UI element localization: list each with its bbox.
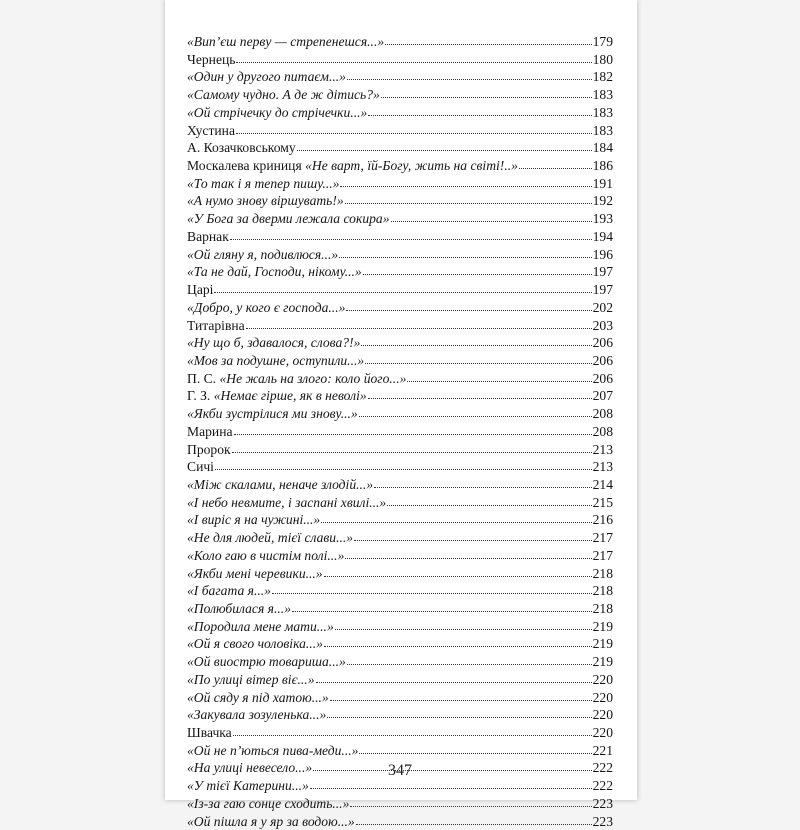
toc-entry-title: «І багата я...»	[187, 583, 271, 599]
dot-leader	[356, 823, 592, 825]
dot-leader	[345, 557, 591, 559]
toc-entry-title: «Ой стрічечку до стрічечки...»	[187, 104, 368, 120]
dot-leader	[350, 805, 591, 807]
toc-entry-page: 213	[592, 441, 613, 457]
toc-entry-title: «Якби мені черевики...»	[187, 565, 323, 581]
toc-entry	[187, 813, 613, 830]
toc-entry-page: 220	[592, 725, 613, 741]
dot-leader	[354, 539, 592, 541]
dot-leader	[324, 645, 592, 647]
toc-entry	[187, 724, 613, 742]
toc-entry	[187, 458, 613, 476]
dot-leader	[374, 486, 591, 488]
toc-entry-title: «Ой я свого чоловіка...»	[187, 636, 323, 652]
toc-entry-page: 220	[592, 707, 613, 723]
toc-entry-title: «Не для людей, тієї слави...»	[187, 530, 354, 546]
toc-entry	[187, 122, 613, 140]
toc-entry-page: 206	[592, 335, 613, 351]
toc-entry-title: Сичі	[187, 459, 214, 475]
toc-entry-prefix: Г. З.	[187, 388, 214, 404]
dot-leader	[272, 592, 592, 594]
toc-entry-title: «Коло гаю в чистім полі...»	[187, 547, 345, 563]
dot-leader	[321, 521, 591, 523]
dot-leader	[387, 504, 591, 506]
toc-entry-title: «По улиці вітер віє...»	[187, 671, 315, 687]
toc-entry-prefix: П. С.	[187, 370, 220, 386]
toc-entry-page: 206	[592, 352, 613, 368]
dot-leader	[230, 238, 592, 240]
dot-leader	[234, 433, 592, 435]
toc-entry-title: «У тієї Катерини...»	[187, 778, 309, 794]
dot-leader	[232, 451, 592, 453]
table-of-contents	[187, 33, 613, 830]
dot-leader	[346, 309, 591, 311]
dot-leader	[359, 752, 591, 754]
toc-entry-page: 183	[592, 87, 613, 103]
toc-entry-prefix: Москалева криниця	[187, 158, 306, 174]
dot-leader	[363, 273, 592, 275]
toc-entry-page: 219	[592, 618, 613, 634]
toc-entry-page: 203	[592, 317, 613, 333]
toc-entry-page: 183	[592, 104, 613, 120]
toc-entry-title: «Ой гляну я, подивлюся...»	[187, 246, 339, 262]
toc-entry-page: 183	[592, 122, 613, 138]
toc-entry-title: «І виріс я на чужині...»	[187, 512, 321, 528]
toc-entry	[187, 317, 613, 335]
toc-entry-page: 208	[592, 406, 613, 422]
toc-entry-title: Марина	[187, 423, 233, 439]
toc-entry	[187, 175, 613, 193]
toc-entry	[187, 618, 613, 636]
toc-entry-title: «Ой виострю товариша...»	[187, 654, 346, 670]
toc-entry-page: 192	[592, 193, 613, 209]
dot-leader	[359, 415, 592, 417]
toc-entry-title: «Полюбилася я...»	[187, 601, 291, 616]
dot-leader	[340, 185, 591, 187]
toc-entry	[187, 68, 613, 86]
toc-entry-page: 179	[592, 34, 613, 49]
toc-entry-title: «Між скалами, неначе злодій...»	[187, 476, 374, 492]
toc-entry	[187, 476, 613, 494]
toc-entry	[187, 494, 613, 512]
toc-entry	[187, 157, 613, 175]
toc-entry-page: 197	[592, 282, 613, 298]
toc-entry-page: 184	[592, 140, 613, 156]
dot-leader	[368, 114, 591, 116]
toc-entry-page: 222	[592, 778, 613, 794]
toc-entry	[187, 441, 613, 459]
toc-entry-title: «Ой пішла я у яр за водою...»	[187, 813, 355, 829]
toc-entry	[187, 387, 613, 405]
dot-leader	[233, 734, 592, 736]
toc-entry-page: 180	[592, 51, 613, 67]
toc-entry-title: Царі	[187, 282, 214, 298]
dot-leader	[347, 78, 592, 80]
toc-entry-page: 219	[592, 654, 613, 670]
dot-leader	[407, 380, 591, 382]
dot-leader	[365, 362, 591, 364]
toc-entry-page: 186	[592, 158, 613, 174]
toc-entry	[187, 405, 613, 423]
toc-entry-title: Титарівна	[187, 317, 245, 333]
toc-entry	[187, 86, 613, 104]
dot-leader	[324, 575, 592, 577]
toc-entry	[187, 139, 613, 157]
dot-leader	[345, 202, 592, 204]
toc-entry-page: 208	[592, 423, 613, 439]
toc-entry-page: 218	[592, 583, 613, 599]
toc-entry	[187, 281, 613, 299]
dot-leader	[335, 628, 592, 630]
toc-entry-page: 207	[592, 388, 613, 404]
toc-entry-title: «Якби зустрілися ми знову...»	[187, 406, 358, 422]
toc-entry	[187, 706, 613, 724]
toc-entry	[187, 246, 613, 264]
toc-entry-page: 221	[592, 742, 613, 758]
toc-entry	[187, 689, 613, 707]
toc-entry	[187, 299, 613, 317]
toc-entry-title: «Добро, у кого є господа...»	[187, 299, 346, 315]
dot-leader	[368, 397, 592, 399]
toc-entry-page: 223	[592, 795, 613, 811]
toc-entry-title: А. Козачковському	[187, 140, 296, 156]
toc-entry-title: «Закувала зозуленька...»	[187, 707, 327, 723]
toc-entry-page: 217	[592, 547, 613, 563]
dot-leader	[327, 716, 591, 718]
toc-entry-title: «Вип’єш перву — стрепенешся...»	[187, 34, 385, 49]
toc-entry-title: «І небо невмите, і заспані хвилі...»	[187, 494, 387, 510]
toc-entry-page: 182	[592, 69, 613, 85]
toc-entry-title: «На улиці невесело...»	[187, 760, 313, 776]
toc-entry	[187, 795, 613, 813]
dot-leader	[339, 256, 591, 258]
toc-entry-page: 214	[592, 476, 613, 492]
dot-leader	[316, 681, 592, 683]
toc-entry-title: «Немає гірше, як в неволі»	[213, 388, 367, 404]
toc-entry-title: «Із-за гаю сонце сходить...»	[187, 795, 350, 811]
toc-entry-title: «Породила мене мати...»	[187, 618, 334, 634]
toc-entry-page: 218	[592, 601, 613, 616]
toc-entry	[187, 104, 613, 122]
toc-entry-title: «Та не дай, Господи, нікому...»	[187, 264, 362, 280]
toc-entry	[187, 228, 613, 246]
dot-leader	[361, 344, 591, 346]
toc-entry-page: 194	[592, 228, 613, 244]
toc-entry-page: 213	[592, 459, 613, 475]
toc-entry	[187, 352, 613, 370]
toc-entry	[187, 423, 613, 441]
toc-entry-page: 193	[592, 211, 613, 227]
toc-entry-title: «Ой не п’ються пива-меди...»	[187, 742, 359, 758]
toc-entry-title: «Не варт, їй-Богу, жить на світі!..»	[305, 158, 518, 174]
toc-entry	[187, 742, 613, 760]
toc-entry-title: Варнак	[187, 228, 229, 244]
page-number: 347	[388, 762, 412, 779]
dot-leader	[330, 699, 592, 701]
toc-entry-page: 220	[592, 689, 613, 705]
toc-entry	[187, 192, 613, 210]
toc-entry-page: 220	[592, 671, 613, 687]
dot-leader	[236, 61, 591, 63]
toc-entry-title: «У Бога за дверми лежала сокира»	[187, 211, 390, 227]
toc-entry-page: 202	[592, 299, 613, 315]
dot-leader	[381, 96, 592, 98]
toc-entry-title: «Ну що б, здавалося, слова?!»	[187, 335, 361, 351]
toc-entry-page: 222	[592, 760, 613, 776]
toc-entry	[187, 210, 613, 228]
toc-entry-page: 216	[592, 512, 613, 528]
toc-entry-page: 219	[592, 636, 613, 652]
dot-leader	[236, 132, 592, 134]
toc-entry-page: 196	[592, 246, 613, 262]
toc-entry	[187, 565, 613, 583]
toc-entry	[187, 600, 613, 618]
toc-entry-title: «Один у другого питаєм...»	[187, 69, 346, 85]
toc-entry	[187, 263, 613, 281]
dot-leader	[385, 43, 591, 45]
toc-entry-title: «Мов за подушне, оступили...»	[187, 352, 365, 368]
toc-entry-page: 191	[592, 175, 613, 191]
dot-leader	[519, 167, 592, 169]
dot-leader	[214, 291, 591, 293]
dot-leader	[292, 610, 592, 612]
dot-leader	[347, 663, 592, 665]
toc-entry-title: Чернець	[187, 51, 236, 67]
toc-entry-page: 223	[592, 813, 613, 829]
toc-entry	[187, 635, 613, 653]
dot-leader	[310, 787, 592, 789]
toc-entry	[187, 511, 613, 529]
toc-entry-page: 206	[592, 370, 613, 386]
toc-entry-page: 217	[592, 530, 613, 546]
toc-entry	[187, 51, 613, 69]
toc-entry-title: «А нумо знову віршувать!»	[187, 193, 344, 209]
toc-entry	[187, 334, 613, 352]
dot-leader	[246, 327, 592, 329]
toc-entry-page: 218	[592, 565, 613, 581]
toc-entry	[187, 33, 613, 51]
toc-entry-title: Швачка	[187, 725, 232, 741]
toc-entry-title: «То так і я тепер пишу...»	[187, 175, 340, 191]
toc-entry-page: 215	[592, 494, 613, 510]
toc-entry-page: 197	[592, 264, 613, 280]
toc-entry-title: «Не жаль на злого: коло його...»	[219, 370, 407, 386]
dot-leader	[297, 149, 592, 151]
toc-entry	[187, 547, 613, 565]
toc-entry-title: «Самому чудно. А де ж дітись?»	[187, 87, 380, 103]
toc-entry	[187, 582, 613, 600]
dot-leader	[215, 468, 592, 470]
toc-entry	[187, 370, 613, 388]
toc-entry	[187, 671, 613, 689]
toc-entry-title: Хустина	[187, 122, 235, 138]
toc-entry-title: «Ой сяду я під хатою...»	[187, 689, 329, 705]
dot-leader	[391, 220, 592, 222]
toc-entry	[187, 529, 613, 547]
toc-entry-title: Пророк	[187, 441, 231, 457]
toc-entry	[187, 653, 613, 671]
